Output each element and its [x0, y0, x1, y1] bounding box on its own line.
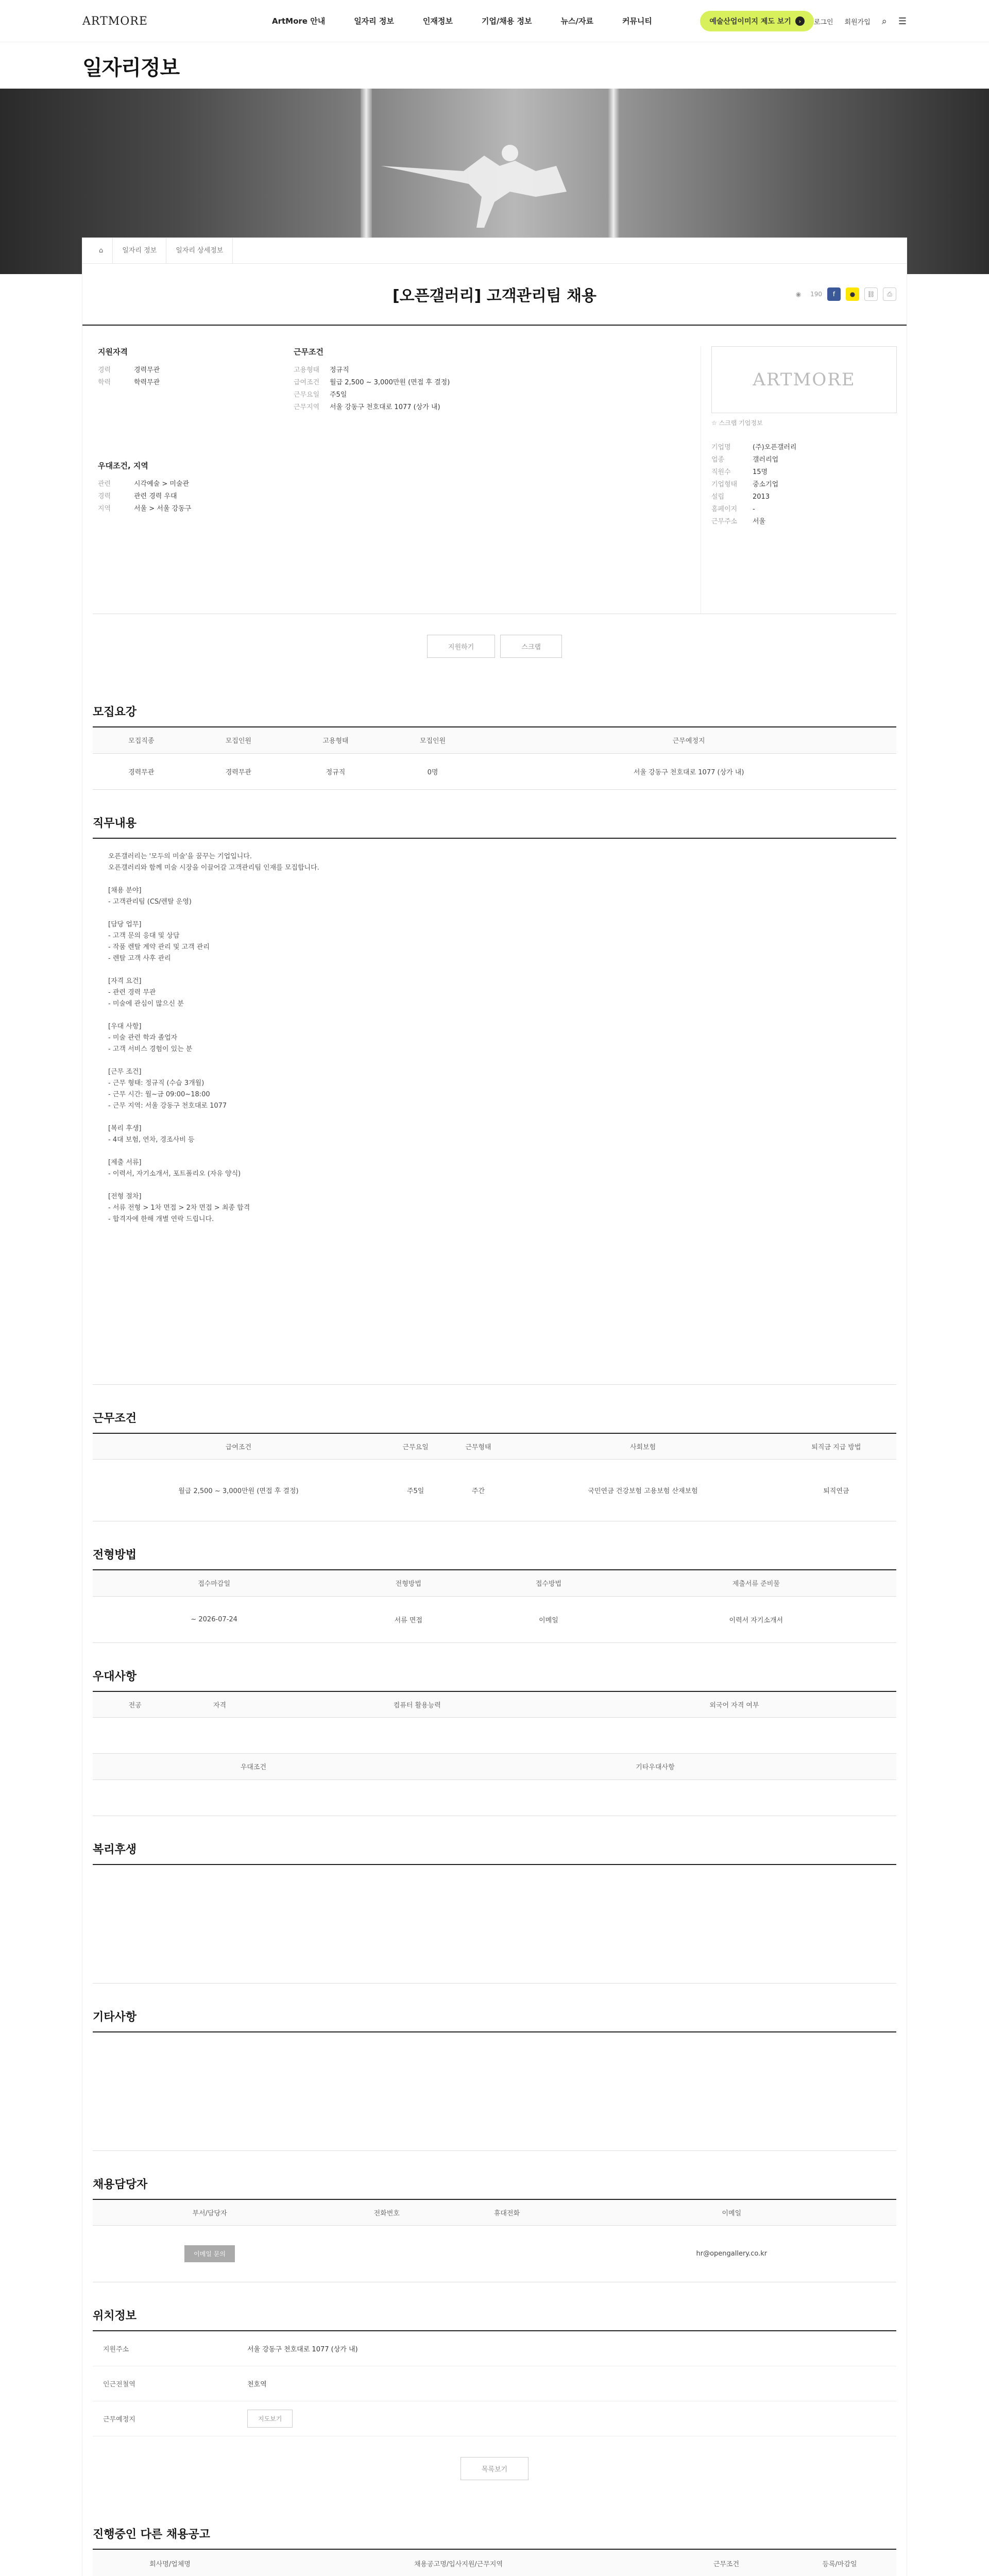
- table-cell: [93, 1718, 177, 1754]
- kv-label: 근무요일: [294, 391, 320, 399]
- summary-left: [93, 346, 701, 614]
- kv-value: 중소기업: [753, 481, 779, 488]
- table-header: 근무형태: [447, 1434, 510, 1460]
- menu-item-about[interactable]: ArtMore 안내: [272, 16, 326, 26]
- manager-table: [93, 2200, 896, 2283]
- table-header: 부서/담당자: [93, 2200, 327, 2226]
- process-table: [93, 1570, 896, 1643]
- kv-label: 근무예정지: [103, 2416, 135, 2424]
- kakao-icon[interactable]: ●: [846, 287, 859, 301]
- table-header: 자격: [177, 1692, 262, 1718]
- recruit-table: [93, 727, 896, 790]
- company-details: [711, 442, 896, 528]
- apply-button[interactable]: 지원하기: [427, 635, 495, 658]
- login-link[interactable]: 로그인: [813, 18, 833, 26]
- kv-label: 관련: [98, 480, 111, 488]
- kv-value: 관련 경력 우대: [134, 493, 177, 500]
- link-icon[interactable]: ⛓: [864, 287, 878, 301]
- kv-label: 급여조건: [294, 379, 320, 386]
- qualification-block: [98, 346, 252, 414]
- section-title: 채용담당자: [93, 2151, 896, 2200]
- table-cell: [93, 2226, 327, 2282]
- job-title: [오픈갤러리] 고객관리팀 채용: [392, 287, 597, 305]
- view-count: 190: [810, 291, 822, 298]
- menu-item-news[interactable]: 뉴스/자료: [560, 16, 593, 26]
- kv-label: 근무주소: [711, 518, 738, 526]
- location-table: [93, 2331, 896, 2436]
- table-cell: 퇴직연금: [776, 1460, 896, 1521]
- kv-value: 학력무관: [134, 379, 160, 386]
- share-bar: [792, 287, 896, 301]
- kv-label: 홈페이지: [711, 505, 738, 513]
- kv-label: 학력: [98, 379, 111, 386]
- table-cell: 경력무관: [190, 753, 287, 789]
- kv-value: 천호역: [247, 2381, 267, 2388]
- kv-label: 기업형태: [711, 481, 738, 488]
- table-header: 전공: [93, 1692, 177, 1718]
- kv-value: 월급 2,500 ~ 3,000만원 (면접 후 결정): [330, 379, 450, 386]
- breadcrumb-item[interactable]: 일자리 상세정보: [166, 238, 233, 264]
- email-inquiry-button[interactable]: 이메일 문의: [184, 2245, 235, 2262]
- page-title: 일자리정보: [82, 56, 180, 80]
- arrow-right-icon: ›: [795, 16, 805, 26]
- company-info: [701, 346, 896, 614]
- table-cell: [262, 1718, 572, 1754]
- kv-value: 2013: [753, 493, 770, 501]
- menu-item-talent[interactable]: 인재정보: [422, 16, 453, 26]
- section-title: 모집요강: [93, 679, 896, 727]
- kv-value: 15명: [753, 468, 768, 476]
- kv-label: 인근전철역: [103, 2381, 135, 2388]
- table-header: 근무조건: [670, 2550, 783, 2576]
- table-header: 전형방법: [335, 1570, 481, 1596]
- table-header: 근무예정지: [481, 727, 896, 753]
- section-title: 진행중인 다른 채용공고: [93, 2501, 896, 2550]
- table-header: 근무요일: [384, 1434, 447, 1460]
- home-icon[interactable]: ⌂: [90, 238, 113, 264]
- scrap-button[interactable]: 스크랩: [500, 635, 562, 658]
- table-cell: 서류 면접: [335, 1596, 481, 1642]
- table-header: 모집직종: [93, 727, 190, 753]
- kv-label: 직원수: [711, 468, 731, 476]
- menu-item-jobs[interactable]: 일자리 정보: [354, 16, 394, 26]
- table-cell: [414, 1780, 896, 1816]
- kv-value: 서울 > 서울 강동구: [134, 505, 192, 513]
- site-logo[interactable]: [82, 15, 258, 28]
- kv-value: 경력무관: [134, 366, 160, 374]
- section-title: 직무내용: [93, 790, 896, 839]
- table-cell: 0명: [384, 753, 482, 789]
- kv-value: 서울 강동구 천호대로 1077 (상가 내): [247, 2346, 358, 2353]
- kv-label: 지역: [98, 505, 111, 513]
- kv-value: 정규직: [330, 366, 349, 374]
- kv-label: 업종: [711, 456, 725, 464]
- section-title: 우대사항: [93, 1643, 896, 1692]
- section-title: 기타사항: [93, 1984, 896, 2032]
- scrap-label: 스크랩 기업정보: [719, 419, 763, 427]
- table-header: 제출서류 준비물: [616, 1570, 896, 1596]
- block-title: 우대조건, 지역: [98, 461, 148, 470]
- section-title: 전형방법: [93, 1521, 896, 1570]
- kv-label: 경력: [98, 493, 111, 500]
- preference-table-2: [93, 1754, 896, 1816]
- table-cell: [177, 1718, 262, 1754]
- table-cell: [327, 2226, 447, 2282]
- section-title: 복리후생: [93, 1816, 896, 1865]
- breadcrumb: [82, 238, 907, 264]
- kv-value: 서울 강동구 천호대로 1077 (상가 내): [330, 403, 440, 411]
- table-header: 사회보험: [509, 1434, 776, 1460]
- logo-text: ARTMORE: [82, 14, 148, 28]
- table-header: 급여조건: [93, 1434, 384, 1460]
- kv-label: 경력: [98, 366, 111, 374]
- table-cell: 이메일: [481, 1596, 616, 1642]
- kv-value: (주)오픈갤러리: [753, 444, 797, 451]
- top-navigation: [0, 0, 989, 42]
- duty-content: 오픈갤러리는 '모두의 미술'을 꿈꾸는 기업입니다. 오픈갤러리와 함께 미술 시장을 이끌어갈 고객관리팀 인재를 모집합니다. [채용 분야] - 고객관리팀 (CS/렌탈 운영) [담당 업무] - 고객 문의 응대 및 상담 - 작품 렌탈 계약 관리 및 고객 관리 - 렌탈 고객 사후 관리 [자격 요건] - 관련 경력 무관 - 미술에 관심이 많으신 분 [우대 사항] - 미술 관련 학과 졸업자 - 고객 서비스 경험이 있는 분 [근무 조건] - 근무 형태: 정규직 (수습 3개월) - 근무 시간: 월~금 09:00~18:00 - 근무 지역: 서울 강동구 천호대로 1077 [복리 후생] - 4대 보험, 연차, 경조사비 등 [제출 서류] - 이력서, 자기소개서, 포트폴리오 (자유 양식) [전형 절차] - 서류 전형 > 1차 면접 > 2차 면접 > 최종 합격 - 합격자에 한해 개별 연락 드립니다.: [93, 839, 896, 1385]
- etc-content: [93, 2032, 896, 2151]
- welfare-content: [93, 1865, 896, 1984]
- list-button[interactable]: 목록보기: [461, 2457, 528, 2480]
- table-header: 이메일: [567, 2200, 896, 2226]
- eye-icon: ◉: [795, 291, 802, 298]
- table-cell: [572, 1718, 896, 1754]
- table-cell: [447, 2226, 567, 2282]
- table-cell: 주간: [447, 1460, 510, 1521]
- menu-item-company[interactable]: 기업/채용 정보: [481, 16, 532, 26]
- table-cell: 정규직: [287, 753, 384, 789]
- print-icon[interactable]: ⎙: [883, 287, 896, 301]
- table-cell: ~ 2026-07-24: [93, 1596, 335, 1642]
- job-detail-card: [82, 238, 907, 2576]
- table-cell: 이력서 자기소개서: [616, 1596, 896, 1642]
- work-table: [93, 1434, 896, 1522]
- dancer-image: [381, 135, 598, 228]
- table-header: 모집인원: [190, 727, 287, 753]
- util-links: [814, 16, 907, 27]
- table-cell: 주5일: [384, 1460, 447, 1521]
- action-buttons: [93, 614, 896, 679]
- preference-block: [98, 460, 701, 515]
- block-title: 지원자격: [98, 347, 128, 357]
- block-title: 근무조건: [294, 347, 323, 357]
- table-header: 기타우대사항: [414, 1754, 896, 1780]
- table-cell: 월급 2,500 ~ 3,000만원 (면접 후 결정): [93, 1460, 384, 1521]
- table-header: 접수방법: [481, 1570, 616, 1596]
- list-button-row: [93, 2436, 896, 2501]
- kv-label: 지원주소: [103, 2346, 129, 2353]
- table-header: 접수마감일: [93, 1570, 335, 1596]
- kv-label: 설립: [711, 493, 725, 501]
- kv-value: 주5일: [330, 391, 347, 399]
- table-cell: 서울 강동구 천호대로 1077 (상가 내): [481, 753, 896, 789]
- other-jobs-table: [93, 2550, 896, 2576]
- page-title-area: [0, 42, 989, 89]
- table-header: 외국어 자격 여부: [572, 1692, 896, 1718]
- star-icon: ☆: [711, 419, 719, 427]
- condition-block: [294, 346, 450, 414]
- scrap-company-link[interactable]: [711, 418, 896, 427]
- breadcrumb-item[interactable]: 일자리 정보: [113, 238, 166, 264]
- kv-value: 갤러리업: [753, 456, 779, 464]
- job-title-row: [82, 264, 907, 326]
- facebook-icon[interactable]: f: [827, 287, 841, 301]
- company-logo: ARTMORE: [711, 346, 897, 413]
- map-button[interactable]: 지도보기: [247, 2410, 293, 2428]
- main-menu: [258, 0, 695, 42]
- table-header: 컴퓨터 활용능력: [262, 1692, 572, 1718]
- table-header: 휴대전화: [447, 2200, 567, 2226]
- industry-image-button[interactable]: [700, 11, 814, 31]
- search-icon[interactable]: ⌕: [881, 15, 887, 27]
- kv-value: 서울: [753, 518, 766, 526]
- table-cell: [93, 1780, 414, 1816]
- job-summary: [93, 326, 896, 614]
- section-title: 위치정보: [93, 2282, 896, 2331]
- table-header: 우대조건: [93, 1754, 414, 1780]
- kv-label: 고용형태: [294, 366, 320, 374]
- kv-label: 근무지역: [294, 403, 320, 411]
- table-header: 전화번호: [327, 2200, 447, 2226]
- pill-label: 예술산업이미지 제도 보기: [709, 18, 791, 26]
- table-cell: 경력무관: [93, 753, 190, 789]
- signup-link[interactable]: 회원가입: [844, 18, 871, 26]
- table-header: 모집인원: [384, 727, 482, 753]
- kv-label: 기업명: [711, 444, 731, 451]
- table-header: 채용공고명/입사지원/근무지역: [247, 2550, 670, 2576]
- menu-item-community[interactable]: 커뮤니티: [622, 16, 652, 26]
- kv-value: -: [753, 505, 755, 513]
- table-header: 회사명/업체명: [93, 2550, 247, 2576]
- kv-value: 시각예술 > 미술관: [134, 480, 190, 488]
- menu-icon[interactable]: ☰: [898, 15, 907, 27]
- table-header: 고용형태: [287, 727, 384, 753]
- preference-table: [93, 1692, 896, 1754]
- section-title: 근무조건: [93, 1385, 896, 1434]
- table-header: 퇴직금 지급 방법: [776, 1434, 896, 1460]
- manager-email: hr@opengallery.co.kr: [567, 2226, 896, 2282]
- table-header: 등록/마감일: [783, 2550, 896, 2576]
- table-cell: 국민연금 건강보험 고용보험 산재보험: [509, 1460, 776, 1521]
